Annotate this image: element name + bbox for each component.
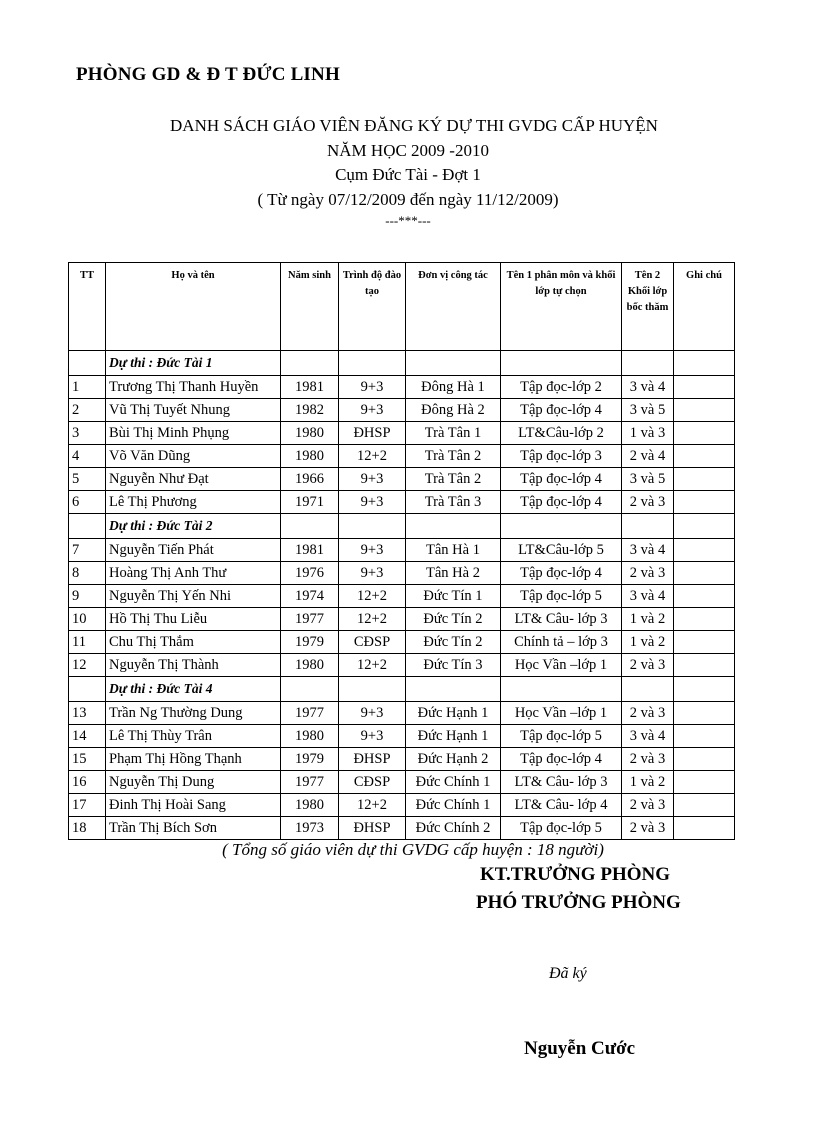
note <box>674 794 735 817</box>
col-header-note: Ghi chú <box>674 263 735 351</box>
birth-year: 1980 <box>281 654 339 677</box>
row-number: 5 <box>69 468 106 491</box>
chosen-subject: Tập đọc-lớp 3 <box>501 445 622 468</box>
teacher-name: Nguyễn Thị Yến Nhi <box>106 585 281 608</box>
work-unit: Trà Tân 3 <box>406 491 501 514</box>
qualification: 12+2 <box>339 585 406 608</box>
chosen-subject: Tập đọc-lớp 4 <box>501 399 622 422</box>
drawn-classes: 2 và 3 <box>622 491 674 514</box>
signed-note: Đã ký <box>549 965 587 982</box>
work-unit: Đức Tín 1 <box>406 585 501 608</box>
empty-cell <box>622 351 674 376</box>
teacher-name: Nguyễn Tiến Phát <box>106 539 281 562</box>
drawn-classes: 1 và 2 <box>622 631 674 654</box>
teacher-name: Lê Thị Thùy Trân <box>106 725 281 748</box>
drawn-classes: 3 và 5 <box>622 468 674 491</box>
qualification: CĐSP <box>339 771 406 794</box>
work-unit: Trà Tân 2 <box>406 445 501 468</box>
drawn-classes: 3 và 4 <box>622 376 674 399</box>
drawn-classes: 3 và 4 <box>622 539 674 562</box>
row-number: 2 <box>69 399 106 422</box>
chosen-subject: Tập đọc-lớp 5 <box>501 817 622 840</box>
drawn-classes: 3 và 4 <box>622 585 674 608</box>
empty-cell <box>501 351 622 376</box>
birth-year: 1976 <box>281 562 339 585</box>
drawn-classes: 2 và 3 <box>622 562 674 585</box>
birth-year: 1977 <box>281 771 339 794</box>
qualification: 12+2 <box>339 654 406 677</box>
birth-year: 1977 <box>281 608 339 631</box>
drawn-classes: 2 và 3 <box>622 748 674 771</box>
qualification: 12+2 <box>339 794 406 817</box>
teacher-name: Hồ Thị Thu Liễu <box>106 608 281 631</box>
empty-cell <box>339 677 406 702</box>
table-row <box>69 539 735 562</box>
cluster-round: Cụm Đức Tài - Đợt 1 <box>335 165 481 184</box>
drawn-classes: 1 và 2 <box>622 608 674 631</box>
table-row <box>69 585 735 608</box>
note <box>674 631 735 654</box>
work-unit: Đức Hạnh 1 <box>406 725 501 748</box>
drawn-classes: 2 và 3 <box>622 702 674 725</box>
table-row <box>69 399 735 422</box>
birth-year: 1980 <box>281 422 339 445</box>
note <box>674 376 735 399</box>
col-header-tt: TT <box>69 263 106 351</box>
qualification: 9+3 <box>339 725 406 748</box>
empty-cell <box>281 514 339 539</box>
birth-year: 1979 <box>281 631 339 654</box>
empty-cell <box>674 514 735 539</box>
teacher-name: Lê Thị Phương <box>106 491 281 514</box>
table-row <box>69 631 735 654</box>
office-name: PHÒNG GD & Đ T ĐỨC LINH <box>76 64 340 85</box>
note <box>674 422 735 445</box>
drawn-classes: 2 và 4 <box>622 445 674 468</box>
birth-year: 1982 <box>281 399 339 422</box>
note <box>674 585 735 608</box>
empty-cell <box>501 677 622 702</box>
table-row <box>69 491 735 514</box>
teacher-name: Võ Văn Dũng <box>106 445 281 468</box>
work-unit: Đông Hà 1 <box>406 376 501 399</box>
birth-year: 1981 <box>281 376 339 399</box>
work-unit: Đức Chính 1 <box>406 771 501 794</box>
qualification: 9+3 <box>339 376 406 399</box>
teacher-name: Vũ Thị Tuyết Nhung <box>106 399 281 422</box>
qualification: CĐSP <box>339 631 406 654</box>
birth-year: 1977 <box>281 702 339 725</box>
empty-cell <box>674 677 735 702</box>
qualification: ĐHSP <box>339 748 406 771</box>
chosen-subject: Tập đọc-lớp 5 <box>501 725 622 748</box>
empty-cell <box>281 677 339 702</box>
table-body <box>69 351 735 840</box>
table-row <box>69 422 735 445</box>
row-number: 9 <box>69 585 106 608</box>
chosen-subject: Tập đọc-lớp 2 <box>501 376 622 399</box>
work-unit: Đông Hà 2 <box>406 399 501 422</box>
separator-stars: ---***--- <box>385 213 431 228</box>
group-row <box>69 514 735 539</box>
qualification: 9+3 <box>339 562 406 585</box>
document-title: DANH SÁCH GIÁO VIÊN ĐĂNG KÝ DỰ THI GVDG CẤP HUYỆN <box>170 116 658 135</box>
teacher-name: Trương Thị Thanh Huyền <box>106 376 281 399</box>
row-number: 3 <box>69 422 106 445</box>
qualification: ĐHSP <box>339 422 406 445</box>
chosen-subject: Tập đọc-lớp 4 <box>501 748 622 771</box>
group-row <box>69 677 735 702</box>
birth-year: 1980 <box>281 725 339 748</box>
row-number: 15 <box>69 748 106 771</box>
row-number: 13 <box>69 702 106 725</box>
work-unit: Đức Tín 2 <box>406 631 501 654</box>
row-number: 7 <box>69 539 106 562</box>
empty-cell <box>622 677 674 702</box>
note <box>674 608 735 631</box>
col-header-subject: Tên 1 phân môn và khối lớp tự chọn <box>501 263 622 351</box>
empty-cell <box>406 351 501 376</box>
chosen-subject: Học Vần –lớp 1 <box>501 702 622 725</box>
qualification: 12+2 <box>339 445 406 468</box>
empty-cell <box>501 514 622 539</box>
qualification: 9+3 <box>339 491 406 514</box>
table-header-row <box>69 263 735 351</box>
group-label: Dự thi : Đức Tài 2 <box>106 514 281 539</box>
birth-year: 1966 <box>281 468 339 491</box>
empty-cell <box>622 514 674 539</box>
work-unit: Đức Tín 3 <box>406 654 501 677</box>
signature-title-2: PHÓ TRƯỞNG PHÒNG <box>476 892 681 913</box>
row-number: 6 <box>69 491 106 514</box>
note <box>674 725 735 748</box>
group-row <box>69 351 735 376</box>
note <box>674 562 735 585</box>
teacher-table <box>68 262 735 840</box>
signature-title-1: KT.TRƯỞNG PHÒNG <box>480 864 670 885</box>
table-row <box>69 376 735 399</box>
birth-year: 1974 <box>281 585 339 608</box>
teacher-name: Phạm Thị Hồng Thạnh <box>106 748 281 771</box>
group-label: Dự thi : Đức Tài 4 <box>106 677 281 702</box>
empty-cell <box>69 351 106 376</box>
note <box>674 491 735 514</box>
note <box>674 539 735 562</box>
empty-cell <box>339 351 406 376</box>
col-header-name: Họ và tên <box>106 263 281 351</box>
chosen-subject: LT&Câu-lớp 2 <box>501 422 622 445</box>
empty-cell <box>281 351 339 376</box>
teacher-name: Nguyễn Như Đạt <box>106 468 281 491</box>
work-unit: Đức Chính 1 <box>406 794 501 817</box>
drawn-classes: 2 và 3 <box>622 794 674 817</box>
note <box>674 399 735 422</box>
empty-cell <box>69 514 106 539</box>
note <box>674 817 735 840</box>
teacher-name: Bùi Thị Minh Phụng <box>106 422 281 445</box>
table-row <box>69 794 735 817</box>
drawn-classes: 3 và 5 <box>622 399 674 422</box>
col-header-unit: Đơn vị công tác <box>406 263 501 351</box>
qualification: 9+3 <box>339 468 406 491</box>
signer-name: Nguyễn Cước <box>524 1038 636 1059</box>
table-row <box>69 468 735 491</box>
work-unit: Đức Hạnh 1 <box>406 702 501 725</box>
drawn-classes: 2 và 3 <box>622 817 674 840</box>
chosen-subject: Tập đọc-lớp 4 <box>501 468 622 491</box>
birth-year: 1971 <box>281 491 339 514</box>
qualification: 12+2 <box>339 608 406 631</box>
teacher-name: Đinh Thị Hoài Sang <box>106 794 281 817</box>
birth-year: 1980 <box>281 445 339 468</box>
drawn-classes: 1 và 3 <box>622 422 674 445</box>
col-header-birth-year: Năm sinh <box>281 263 339 351</box>
drawn-classes: 1 và 2 <box>622 771 674 794</box>
row-number: 4 <box>69 445 106 468</box>
note <box>674 445 735 468</box>
teacher-name: Hoàng Thị Anh Thư <box>106 562 281 585</box>
work-unit: Tân Hà 1 <box>406 539 501 562</box>
teacher-name: Trần Ng Thường Dung <box>106 702 281 725</box>
drawn-classes: 3 và 4 <box>622 725 674 748</box>
row-number: 10 <box>69 608 106 631</box>
teacher-name: Chu Thị Thắm <box>106 631 281 654</box>
qualification: ĐHSP <box>339 817 406 840</box>
table-row <box>69 654 735 677</box>
table-row <box>69 562 735 585</box>
chosen-subject: Tập đọc-lớp 4 <box>501 562 622 585</box>
empty-cell <box>674 351 735 376</box>
birth-year: 1979 <box>281 748 339 771</box>
row-number: 1 <box>69 376 106 399</box>
chosen-subject: LT& Câu- lớp 4 <box>501 794 622 817</box>
col-header-drawn-class: Tên 2 Khối lớp bốc thăm <box>622 263 674 351</box>
empty-cell <box>339 514 406 539</box>
qualification: 9+3 <box>339 539 406 562</box>
row-number: 16 <box>69 771 106 794</box>
chosen-subject: LT& Câu- lớp 3 <box>501 771 622 794</box>
row-number: 8 <box>69 562 106 585</box>
chosen-subject: LT& Câu- lớp 3 <box>501 608 622 631</box>
chosen-subject: Chính tả – lớp 3 <box>501 631 622 654</box>
row-number: 18 <box>69 817 106 840</box>
note <box>674 702 735 725</box>
group-label: Dự thi : Đức Tài 1 <box>106 351 281 376</box>
note <box>674 748 735 771</box>
table-row <box>69 771 735 794</box>
drawn-classes: 2 và 3 <box>622 654 674 677</box>
birth-year: 1980 <box>281 794 339 817</box>
work-unit: Trà Tân 1 <box>406 422 501 445</box>
teacher-name: Nguyễn Thị Thành <box>106 654 281 677</box>
chosen-subject: Học Vần –lớp 1 <box>501 654 622 677</box>
note <box>674 654 735 677</box>
table-row <box>69 702 735 725</box>
note <box>674 468 735 491</box>
qualification: 9+3 <box>339 399 406 422</box>
table-row <box>69 608 735 631</box>
table-row <box>69 817 735 840</box>
work-unit: Đức Tín 2 <box>406 608 501 631</box>
table-row <box>69 725 735 748</box>
total-count: ( Tổng số giáo viên dự thi GVDG cấp huyện : 18 người) <box>222 840 604 859</box>
title-block <box>0 114 816 229</box>
row-number: 17 <box>69 794 106 817</box>
empty-cell <box>406 514 501 539</box>
work-unit: Đức Hạnh 2 <box>406 748 501 771</box>
col-header-qualification: Trình độ đào tạo <box>339 263 406 351</box>
chosen-subject: Tập đọc-lớp 4 <box>501 491 622 514</box>
table-row <box>69 445 735 468</box>
empty-cell <box>69 677 106 702</box>
birth-year: 1981 <box>281 539 339 562</box>
teacher-name: Trần Thị Bích Sơn <box>106 817 281 840</box>
table-row <box>69 748 735 771</box>
teacher-name: Nguyễn Thị Dung <box>106 771 281 794</box>
qualification: 9+3 <box>339 702 406 725</box>
empty-cell <box>406 677 501 702</box>
row-number: 11 <box>69 631 106 654</box>
note <box>674 771 735 794</box>
chosen-subject: Tập đọc-lớp 5 <box>501 585 622 608</box>
work-unit: Trà Tân 2 <box>406 468 501 491</box>
row-number: 12 <box>69 654 106 677</box>
chosen-subject: LT&Câu-lớp 5 <box>501 539 622 562</box>
school-year: NĂM HỌC 2009 -2010 <box>327 140 489 160</box>
date-range: ( Từ ngày 07/12/2009 đến ngày 11/12/2009) <box>257 189 559 209</box>
birth-year: 1973 <box>281 817 339 840</box>
row-number: 14 <box>69 725 106 748</box>
work-unit: Tân Hà 2 <box>406 562 501 585</box>
work-unit: Đức Chính 2 <box>406 817 501 840</box>
